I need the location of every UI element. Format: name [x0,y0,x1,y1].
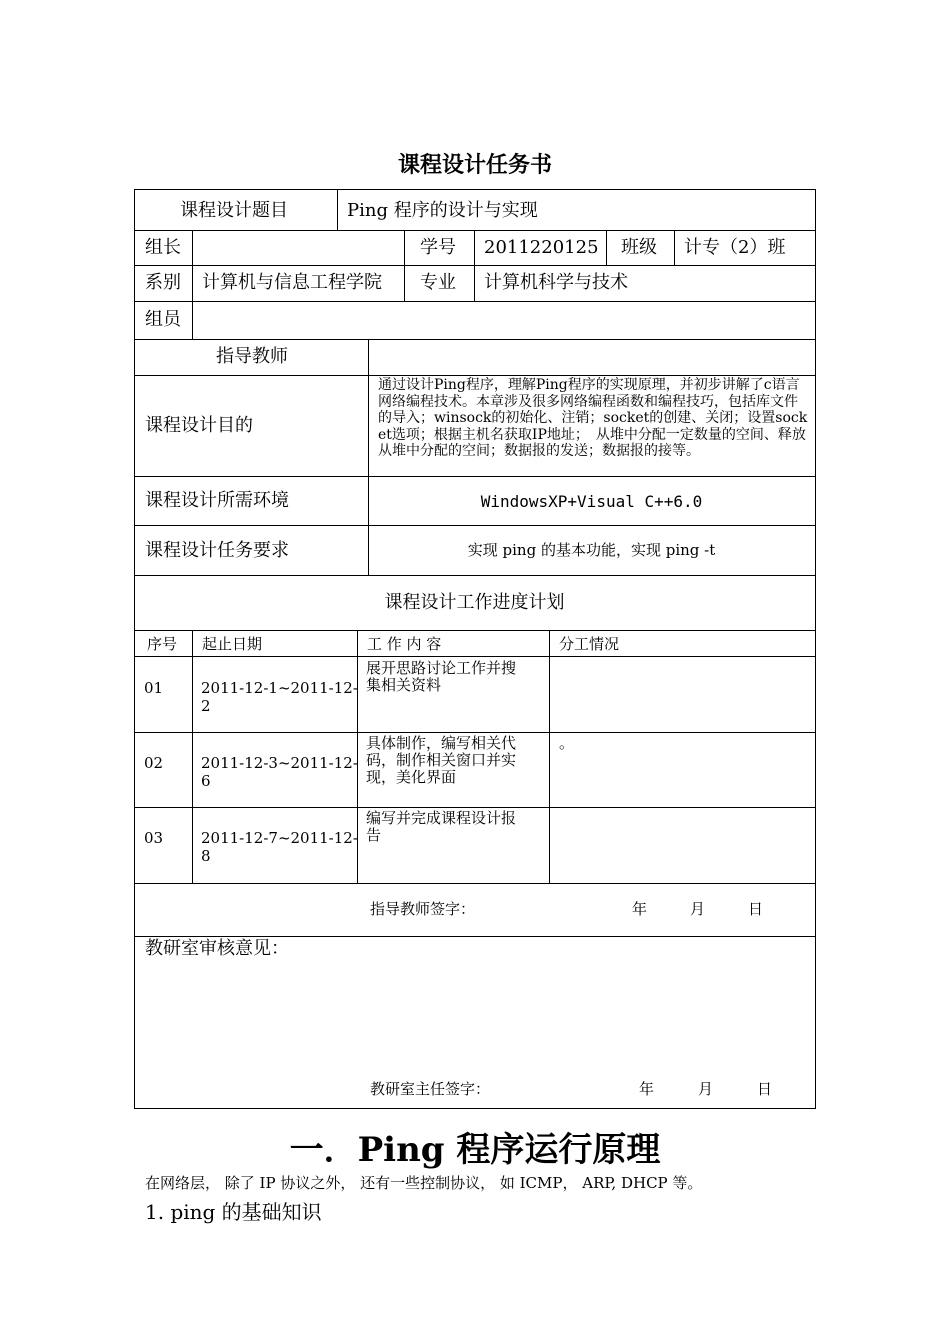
plan-row-1-date: 2011-12-1~2011-12- [201,679,358,697]
intro-paragraph: 在网络层， 除了 IP 协议之外， 还有一些控制协议， 如 ICMP， ARP, DHCP 等。 [145,1174,703,1192]
members-label: 组员 [145,309,181,330]
dept-value: 计算机与信息工程学院 [202,272,382,293]
plan-header-no: 序号 [147,635,178,653]
advisor-label: 指导教师 [216,346,288,367]
advisor-signature-label: 指导教师签字： [370,900,476,918]
major-label: 专业 [420,272,456,293]
plan-header-date: 起止日期 [202,635,263,653]
class-label: 班级 [621,237,657,258]
plan-row-2-no: 02 [144,754,164,772]
plan-row-2-work-2: 码，制作相关窗口并实 [366,751,517,769]
plan-row-2-work-3: 现，美化界面 [366,768,457,786]
topic-value: Ping 程序的设计与实现 [347,200,538,221]
director-sign-day: 日 [757,1080,773,1098]
plan-title: 课程设计工作进度计划 [384,592,565,613]
env-label: 课程设计所需环境 [145,490,289,511]
student-no-value: 2011220125 [484,237,599,258]
director-sign-month: 月 [698,1080,714,1098]
purpose-value: 通过设计Ping程序，理解Ping程序的实现原理，并初步讲解了c语言网络编程技术。本章涉及很多网络编程函数和编程技巧，包括库文件的导入；winsock的初始化、注销；socket的创建、关闭；设置socket选项；根据主机名获取IP地址； 从堆中分配一定数量的空间、释放从堆中分配的空间；数据报的发送；数据报的接等。 [378,377,808,459]
director-sign-year: 年 [639,1080,655,1098]
plan-row-3-work-2: 告 [366,826,382,844]
requirements-value: 实现 ping 的基本功能，实现 ping -t [467,541,716,559]
plan-row-2-date: 2011-12-3~2011-12- [201,754,358,772]
plan-row-2-division: 。 [559,734,575,752]
major-value: 计算机科学与技术 [484,272,628,293]
plan-row-1-no: 01 [144,679,164,697]
plan-row-3-date: 2011-12-7~2011-12- [201,829,358,847]
section-heading: 一．Ping 程序运行原理 [289,1130,661,1170]
dept-label: 系别 [145,272,181,293]
subsection-heading: 1. ping 的基础知识 [145,1200,322,1224]
director-signature-label: 教研室主任签字： [370,1080,491,1098]
plan-header-work: 工 作 内 容 [367,635,442,653]
document-title: 课程设计任务书 [397,153,552,178]
requirements-label: 课程设计任务要求 [145,540,289,561]
plan-row-1-work: 展开思路讨论工作并搜 [366,659,517,677]
plan-row-3-date-end: 8 [201,847,211,865]
advisor-sign-year: 年 [632,900,648,918]
topic-label: 课程设计题目 [180,200,288,221]
plan-row-1-date-end: 2 [201,697,211,715]
review-label: 教研室审核意见： [145,938,289,959]
env-value: WindowsXP+Visual C++6.0 [480,492,703,511]
advisor-sign-day: 日 [748,900,764,918]
purpose-label: 课程设计目的 [145,415,253,436]
plan-row-2-date-end: 6 [201,772,211,790]
plan-row-3-no: 03 [144,829,164,847]
advisor-sign-month: 月 [690,900,706,918]
plan-row-3-work: 编写并完成课程设计报 [366,809,517,827]
class-value: 计专（2）班 [684,237,786,258]
plan-header-division: 分工情况 [559,635,620,653]
leader-label: 组长 [145,237,181,258]
student-no-label: 学号 [420,237,456,258]
plan-row-1-work-2: 集相关资料 [366,676,442,694]
plan-row-2-work: 具体制作，编写相关代 [366,734,517,752]
